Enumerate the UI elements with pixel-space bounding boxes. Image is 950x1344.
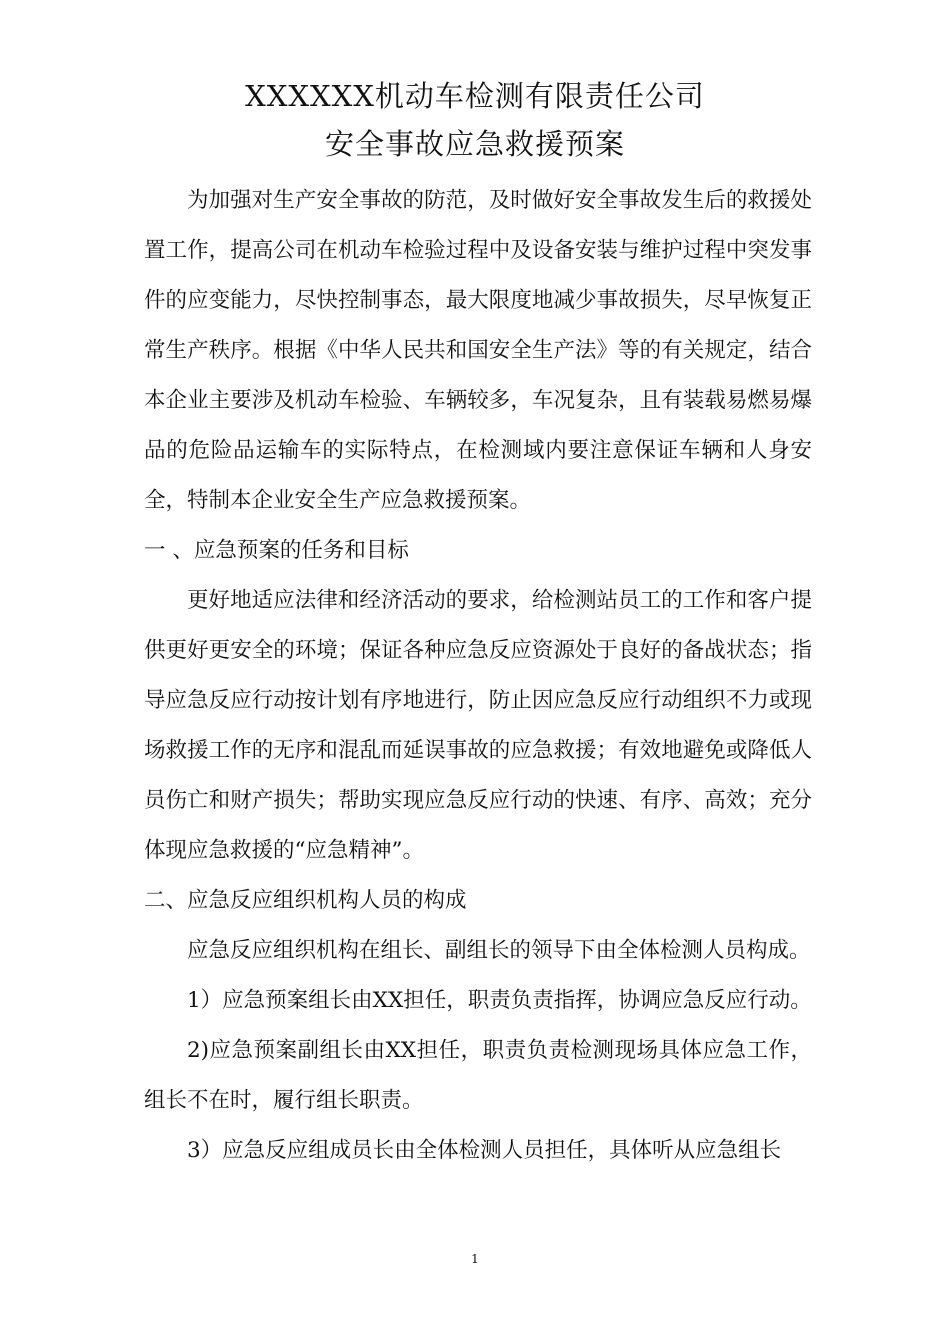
- document-title-company: XXXXXX机动车检测有限责任公司: [245, 79, 705, 113]
- intro-paragraph: 为加强对生产安全事故的防范，及时做好安全事故发生后的救援处置工作，提高公司在机动车检验过程中及设备安装与维护过程中突发事件的应变能力，尽快控制事态，最大限度地减少事故损失，尽早恢复正常生产秩序。根据《中华人民共和国安全生产法》等的有关规定，结合本企业主要涉及机动车检验、车辆较多，车况复杂，且有装载易燃易爆品的危险品运输车的实际特点，在检测域内要注意保证车辆和人身安全，特制本企业安全生产应急救援预案。: [144, 188, 812, 513]
- section-1-heading: 一 、应急预案的任务和目标: [144, 538, 409, 563]
- page-number: 1: [471, 1252, 479, 1266]
- list-item-2: 2)应急预案副组长由XX担任，职责负责检测现场具体应急工作，组长不在时，履行组长职责。: [144, 1038, 812, 1113]
- section-2-heading: 二、应急反应组织机构人员的构成: [144, 888, 467, 913]
- document-title-plan: 安全事故应急救援预案: [324, 127, 625, 161]
- document-body: [144, 176, 812, 1176]
- section-1-paragraph: 更好地适应法律和经济活动的要求，给检测站员工的工作和客户提供更好更安全的环境；保证各种应急反应资源处于良好的备战状态；指导应急反应行动按计划有序地进行，防止因应急反应行动组织不力或现场救援工作的无序和混乱而延误事故的应急救援；有效地避免或降低人员伤亡和财产损失；帮助实现应急反应行动的快速、有序、高效；充分体现应急救援的“应急精神”。: [144, 588, 812, 863]
- section-2-paragraph: 应急反应组织机构在组长、副组长的领导下由全体检测人员构成。: [187, 938, 811, 963]
- list-item-1: 1）应急预案组长由XX担任，职责负责指挥，协调应急反应行动。: [187, 988, 812, 1013]
- list-item-3: 3）应急反应组成员长由全体检测人员担任，具体听从应急组长: [187, 1138, 782, 1163]
